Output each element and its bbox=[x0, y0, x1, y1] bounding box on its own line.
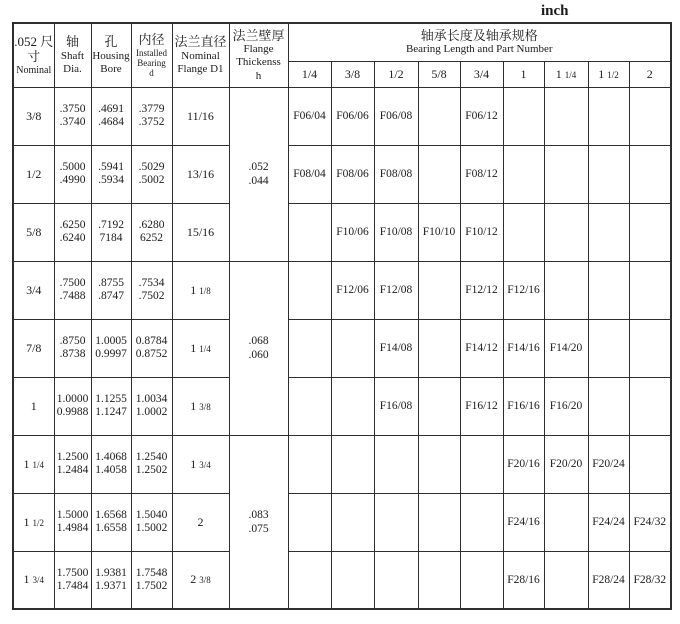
part-cell-empty bbox=[418, 261, 460, 319]
header-flange-d1-zh: 法兰直径 bbox=[174, 34, 227, 50]
flange-d1-cell: 15/16 bbox=[172, 203, 229, 261]
part-cell-empty bbox=[460, 551, 503, 609]
header-flange-thickness bbox=[229, 23, 288, 87]
spec-row-1-2 bbox=[13, 145, 671, 203]
value-line: .5029 bbox=[138, 161, 165, 173]
part-cell-F10-06: F10/06 bbox=[331, 203, 374, 261]
part-cell-F28-24: F28/24 bbox=[588, 551, 629, 609]
part-cell-empty bbox=[629, 203, 671, 261]
part-cell-empty bbox=[629, 261, 671, 319]
shaft-dia-cell bbox=[54, 551, 91, 609]
value-line: .5934 bbox=[98, 174, 124, 186]
header-flange-thickness-en1: Flange bbox=[243, 43, 274, 56]
installed-bearing-cell bbox=[131, 145, 172, 203]
value-line: 1.1255 bbox=[95, 393, 127, 405]
header-housing-bore-en2: Bore bbox=[100, 63, 122, 76]
value-line: 1.9381 bbox=[95, 566, 127, 579]
header-installed-bearing-en3: d bbox=[149, 68, 154, 79]
part-cell-empty bbox=[374, 551, 418, 609]
value-line: 1.5040 bbox=[135, 509, 168, 521]
shaft-dia-cell bbox=[54, 493, 91, 551]
value-line: 1.1247 bbox=[95, 406, 127, 418]
value-line: .8755 bbox=[98, 277, 124, 289]
part-cell-F20-20: F20/20 bbox=[544, 435, 588, 493]
value-line: 1.4984 bbox=[56, 522, 89, 534]
part-cell-empty bbox=[588, 319, 629, 377]
part-cell-F12-06: F12/06 bbox=[331, 261, 374, 319]
header-shaft-dia-en2: Dia. bbox=[63, 63, 82, 76]
header-shaft-dia-en1: Shaft bbox=[60, 49, 85, 62]
value-line: 6252 bbox=[140, 232, 163, 244]
header-housing-bore-zh: 孔 bbox=[104, 34, 118, 50]
fraction-part: 1/4 bbox=[199, 343, 211, 354]
part-cell-F12-16: F12/16 bbox=[503, 261, 544, 319]
value-line: .4684 bbox=[98, 116, 124, 128]
header-flange-thickness-en3: h bbox=[255, 69, 262, 82]
part-cell-F08-06: F08/06 bbox=[331, 145, 374, 203]
part-cell-empty bbox=[629, 377, 671, 435]
value-line: 0.8752 bbox=[135, 348, 168, 360]
value-line: .075 bbox=[248, 522, 269, 535]
housing-bore-cell bbox=[91, 319, 131, 377]
fraction-part: 1/4 bbox=[32, 459, 44, 470]
value-line: 1.4068 bbox=[95, 451, 127, 463]
header-shaft-dia bbox=[54, 23, 91, 87]
shaft-dia-cell bbox=[54, 377, 91, 435]
value-line: 1.6558 bbox=[95, 522, 127, 534]
nominal-size-cell: 7/8 bbox=[13, 319, 54, 377]
installed-bearing-cell bbox=[131, 319, 172, 377]
value-line: .5941 bbox=[98, 161, 124, 173]
value-line: 1.7500 bbox=[56, 566, 89, 579]
shaft-dia-cell bbox=[54, 145, 91, 203]
fraction-part: 1/8 bbox=[199, 285, 211, 296]
part-cell-empty bbox=[588, 87, 629, 145]
flange-d1-cell: 1 1/8 bbox=[172, 261, 229, 319]
value-line: .7502 bbox=[138, 290, 165, 302]
part-cell-F24-16: F24/16 bbox=[503, 493, 544, 551]
part-cell-empty bbox=[331, 319, 374, 377]
value-line: 1.2540 bbox=[135, 451, 168, 463]
length-col-header-1-4: 1/4 bbox=[288, 61, 331, 87]
part-cell-F24-24: F24/24 bbox=[588, 493, 629, 551]
value-line: 7184 bbox=[99, 232, 123, 244]
part-cell-empty bbox=[544, 87, 588, 145]
part-cell-empty bbox=[288, 203, 331, 261]
value-line: .8750 bbox=[59, 335, 86, 347]
part-cell-empty bbox=[629, 435, 671, 493]
value-line: 1.5002 bbox=[135, 522, 168, 534]
part-cell-empty bbox=[418, 319, 460, 377]
installed-bearing-cell bbox=[131, 261, 172, 319]
value-line: .7488 bbox=[59, 290, 86, 302]
bearing-spec-table bbox=[12, 22, 672, 610]
value-line: .3740 bbox=[59, 116, 86, 128]
part-cell-F10-10: F10/10 bbox=[418, 203, 460, 261]
part-cell-F06-12: F06/12 bbox=[460, 87, 503, 145]
housing-bore-cell bbox=[91, 145, 131, 203]
header-flange-thickness-zh: 法兰壁厚 bbox=[232, 27, 285, 43]
value-line: .3779 bbox=[138, 103, 165, 115]
flange-thickness-cell bbox=[229, 435, 288, 609]
spec-row-1 bbox=[13, 377, 671, 435]
spec-row-1-1-2 bbox=[13, 493, 671, 551]
header-part-group-zh: 轴承长度及轴承规格 bbox=[420, 27, 538, 43]
part-cell-empty bbox=[629, 145, 671, 203]
value-line: .083 bbox=[248, 508, 269, 521]
fraction-part: 3/8 bbox=[199, 401, 211, 412]
part-cell-empty bbox=[544, 551, 588, 609]
part-cell-empty bbox=[418, 435, 460, 493]
value-line: .3750 bbox=[59, 103, 86, 115]
part-cell-empty bbox=[331, 493, 374, 551]
part-cell-F16-20: F16/20 bbox=[544, 377, 588, 435]
value-line: .8738 bbox=[59, 348, 86, 360]
part-cell-F10-08: F10/08 bbox=[374, 203, 418, 261]
length-col-header-1-1-4: 1 1/4 bbox=[544, 61, 588, 87]
housing-bore-cell bbox=[91, 377, 131, 435]
nominal-size-cell: 3/4 bbox=[13, 261, 54, 319]
value-line: .3752 bbox=[138, 116, 165, 128]
fraction-part: 3/4 bbox=[32, 575, 44, 586]
part-cell-empty bbox=[288, 551, 331, 609]
part-cell-empty bbox=[503, 203, 544, 261]
flange-d1-cell: 1 3/4 bbox=[172, 435, 229, 493]
value-line: 1.5000 bbox=[56, 509, 89, 521]
installed-bearing-cell bbox=[131, 377, 172, 435]
flange-thickness-cell bbox=[229, 261, 288, 435]
header-part-group-en: Bearing Length and Part Number bbox=[405, 43, 553, 56]
spec-row-1-3-4 bbox=[13, 551, 671, 609]
part-cell-empty bbox=[288, 435, 331, 493]
shaft-dia-cell bbox=[54, 261, 91, 319]
value-line: 1.2500 bbox=[56, 451, 89, 463]
part-cell-empty bbox=[331, 377, 374, 435]
part-cell-empty bbox=[544, 261, 588, 319]
header-installed-bearing-en1: Installed bbox=[136, 47, 167, 58]
flange-thickness-cell bbox=[229, 87, 288, 261]
flange-d1-cell: 11/16 bbox=[172, 87, 229, 145]
shaft-dia-cell bbox=[54, 319, 91, 377]
value-line: 1.9371 bbox=[95, 579, 127, 592]
part-cell-F12-08: F12/08 bbox=[374, 261, 418, 319]
part-cell-F16-12: F16/12 bbox=[460, 377, 503, 435]
header-installed-bearing-en2: Bearing bbox=[137, 57, 166, 68]
part-cell-F24-32: F24/32 bbox=[629, 493, 671, 551]
housing-bore-cell bbox=[91, 551, 131, 609]
flange-d1-cell: 1 3/8 bbox=[172, 377, 229, 435]
nominal-size-cell: 1 3/4 bbox=[13, 551, 54, 609]
spec-row-7-8 bbox=[13, 319, 671, 377]
installed-bearing-cell bbox=[131, 203, 172, 261]
fraction-part: 1/4 bbox=[564, 69, 577, 80]
value-line: .4990 bbox=[59, 174, 86, 186]
header-flange-thickness-en2: Thickenss bbox=[236, 56, 281, 69]
housing-bore-cell bbox=[91, 203, 131, 261]
nominal-size-cell: 5/8 bbox=[13, 203, 54, 261]
part-cell-empty bbox=[288, 261, 331, 319]
header-flange-d1-en1: Nominal bbox=[181, 49, 220, 62]
part-cell-empty bbox=[460, 493, 503, 551]
value-line: .4691 bbox=[98, 103, 124, 115]
part-cell-F06-06: F06/06 bbox=[331, 87, 374, 145]
header-installed-bearing bbox=[131, 23, 172, 87]
part-cell-empty bbox=[288, 319, 331, 377]
header-housing-bore bbox=[91, 23, 131, 87]
length-col-header-1-1-2: 1 1/2 bbox=[588, 61, 629, 87]
part-cell-empty bbox=[544, 145, 588, 203]
part-cell-F20-24: F20/24 bbox=[588, 435, 629, 493]
value-line: 1.0002 bbox=[135, 406, 168, 418]
value-line: 1.2484 bbox=[56, 464, 89, 476]
installed-bearing-cell bbox=[131, 435, 172, 493]
header-nominal-size bbox=[13, 23, 54, 87]
fraction-part: 1/2 bbox=[32, 517, 44, 528]
table-body bbox=[13, 87, 671, 609]
value-line: .7500 bbox=[59, 277, 86, 289]
value-line: 1.7502 bbox=[135, 579, 168, 592]
part-cell-empty bbox=[588, 203, 629, 261]
part-cell-empty bbox=[374, 493, 418, 551]
part-cell-F06-08: F06/08 bbox=[374, 87, 418, 145]
header-nominal-size-zh: .052 尺寸 bbox=[14, 33, 54, 65]
part-cell-F08-04: F08/04 bbox=[288, 145, 331, 203]
header-nominal-size-en: Nominal bbox=[16, 64, 52, 76]
value-line: 1.7548 bbox=[135, 566, 168, 579]
value-line: 0.9988 bbox=[56, 406, 89, 418]
header-installed-bearing-zh: 内径 bbox=[138, 31, 165, 47]
value-line: 0.9997 bbox=[95, 348, 127, 360]
part-cell-F12-12: F12/12 bbox=[460, 261, 503, 319]
unit-label: inch bbox=[541, 3, 569, 19]
spec-row-3-8 bbox=[13, 87, 671, 145]
part-cell-F20-16: F20/16 bbox=[503, 435, 544, 493]
value-line: .6280 bbox=[138, 219, 165, 231]
flange-d1-cell: 13/16 bbox=[172, 145, 229, 203]
part-cell-empty bbox=[374, 435, 418, 493]
part-cell-F16-08: F16/08 bbox=[374, 377, 418, 435]
value-line: 0.8784 bbox=[135, 335, 168, 347]
part-cell-empty bbox=[629, 87, 671, 145]
table-header bbox=[13, 23, 671, 87]
part-cell-F14-12: F14/12 bbox=[460, 319, 503, 377]
length-col-header-1-2: 1/2 bbox=[374, 61, 418, 87]
value-line: .7534 bbox=[138, 277, 165, 289]
part-cell-F14-20: F14/20 bbox=[544, 319, 588, 377]
housing-bore-cell bbox=[91, 87, 131, 145]
part-cell-F10-12: F10/12 bbox=[460, 203, 503, 261]
part-cell-F06-04: F06/04 bbox=[288, 87, 331, 145]
part-cell-F16-16: F16/16 bbox=[503, 377, 544, 435]
value-line: .5000 bbox=[59, 161, 86, 173]
nominal-size-cell: 1/2 bbox=[13, 145, 54, 203]
header-shaft-dia-zh: 轴 bbox=[65, 34, 79, 50]
part-cell-empty bbox=[418, 87, 460, 145]
flange-d1-cell: 2 3/8 bbox=[172, 551, 229, 609]
part-cell-empty bbox=[588, 377, 629, 435]
value-line: .052 bbox=[248, 161, 269, 173]
part-cell-empty bbox=[460, 435, 503, 493]
value-line: .068 bbox=[248, 335, 269, 347]
fraction-part: 1/2 bbox=[607, 69, 619, 80]
part-cell-empty bbox=[503, 145, 544, 203]
value-line: .060 bbox=[248, 349, 269, 361]
installed-bearing-cell bbox=[131, 493, 172, 551]
part-cell-F08-08: F08/08 bbox=[374, 145, 418, 203]
header-part-group bbox=[288, 23, 671, 61]
part-cell-F28-32: F28/32 bbox=[629, 551, 671, 609]
nominal-size-cell: 1 1/2 bbox=[13, 493, 54, 551]
header-housing-bore-en1: Housing bbox=[92, 49, 130, 62]
part-cell-empty bbox=[418, 145, 460, 203]
length-col-header-5-8: 5/8 bbox=[418, 61, 460, 87]
housing-bore-cell bbox=[91, 493, 131, 551]
part-cell-empty bbox=[288, 377, 331, 435]
value-line: 1.6568 bbox=[95, 509, 127, 521]
value-line: .6240 bbox=[59, 232, 86, 244]
part-cell-empty bbox=[288, 493, 331, 551]
part-cell-empty bbox=[331, 435, 374, 493]
spec-row-1-1-4 bbox=[13, 435, 671, 493]
value-line: 1.0005 bbox=[95, 335, 127, 347]
installed-bearing-cell bbox=[131, 87, 172, 145]
value-line: .044 bbox=[248, 175, 269, 187]
flange-d1-cell: 2 bbox=[172, 493, 229, 551]
part-cell-F14-16: F14/16 bbox=[503, 319, 544, 377]
part-cell-empty bbox=[588, 145, 629, 203]
nominal-size-cell: 1 1/4 bbox=[13, 435, 54, 493]
value-line: 1.0000 bbox=[56, 393, 89, 405]
installed-bearing-cell bbox=[131, 551, 172, 609]
value-line: .8747 bbox=[98, 290, 124, 302]
flange-d1-cell: 1 1/4 bbox=[172, 319, 229, 377]
shaft-dia-cell bbox=[54, 435, 91, 493]
spec-row-5-8 bbox=[13, 203, 671, 261]
part-cell-empty bbox=[418, 493, 460, 551]
part-cell-F08-12: F08/12 bbox=[460, 145, 503, 203]
value-line: 1.7484 bbox=[56, 579, 89, 592]
shaft-dia-cell bbox=[54, 87, 91, 145]
nominal-size-cell: 3/8 bbox=[13, 87, 54, 145]
part-cell-empty bbox=[418, 551, 460, 609]
housing-bore-cell bbox=[91, 435, 131, 493]
fraction-part: 3/8 bbox=[199, 575, 211, 586]
value-line: 1.2502 bbox=[135, 464, 168, 476]
part-cell-empty bbox=[544, 493, 588, 551]
length-col-header-1: 1 bbox=[503, 61, 544, 87]
header-flange-d1-en2: Flange D1 bbox=[177, 63, 224, 76]
value-line: 1.0034 bbox=[135, 393, 168, 405]
value-line: 1.4058 bbox=[95, 464, 127, 476]
housing-bore-cell bbox=[91, 261, 131, 319]
length-col-header-2: 2 bbox=[629, 61, 671, 87]
length-col-header-3-4: 3/4 bbox=[460, 61, 503, 87]
part-cell-empty bbox=[629, 319, 671, 377]
part-cell-F28-16: F28/16 bbox=[503, 551, 544, 609]
part-cell-empty bbox=[588, 261, 629, 319]
value-line: .5002 bbox=[138, 174, 165, 186]
header-flange-d1 bbox=[172, 23, 229, 87]
value-line: .6250 bbox=[59, 219, 86, 231]
part-cell-empty bbox=[331, 551, 374, 609]
value-line: .7192 bbox=[98, 219, 124, 231]
length-col-header-3-8: 3/8 bbox=[331, 61, 374, 87]
nominal-size-cell: 1 bbox=[13, 377, 54, 435]
shaft-dia-cell bbox=[54, 203, 91, 261]
part-cell-empty bbox=[503, 87, 544, 145]
spec-row-3-4 bbox=[13, 261, 671, 319]
part-cell-empty bbox=[418, 377, 460, 435]
fraction-part: 3/4 bbox=[199, 459, 211, 470]
part-cell-F14-08: F14/08 bbox=[374, 319, 418, 377]
part-cell-empty bbox=[544, 203, 588, 261]
